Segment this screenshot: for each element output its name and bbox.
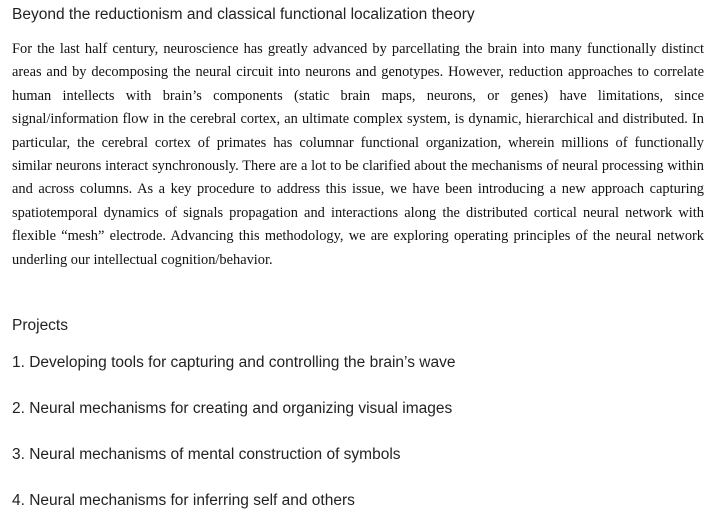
- project-item-3: 3. Neural mechanisms of mental construction of symbols: [12, 446, 401, 463]
- project-item-1: 1. Developing tools for capturing and controlling the brain’s wave: [12, 354, 456, 371]
- project-item-4: 4. Neural mechanisms for inferring self and others: [12, 492, 355, 509]
- project-item-2: 2. Neural mechanisms for creating and organizing visual images: [12, 400, 453, 417]
- projects-title: Projects: [12, 317, 68, 334]
- section-heading: Beyond the reductionism and classical functional localization theory: [12, 6, 475, 23]
- research-paragraph: For the last half century, neuroscience has greatly advanced by parcellating the brain into many functionally distinct areas and by decomposing the neural circuit into neurons and genotypes. However, reduction approaches to correlate human intellects with brain’s components (static brain maps, neurons, or genes) have limitations, since signal/information flow in the cerebral cortex, an ultimate complex system, is dynamic, hierarchical and distributed. In particular, the cerebral cortex of primates has columnar functional organization, wherein millions of functionally similar neurons interact synchronously. There are a lot to be clarified about the mechanisms of neural processing within and across columns. As a key procedure to address this issue, we have been introducing a new approach capturing spatiotemporal dynamics of signals propagation and interactions along the distributed cortical neural network with flexible “mesh” electrode. Advancing this methodology, we are exploring operating principles of the neural network underling our intellectual cognition/behavior.: [12, 41, 704, 268]
